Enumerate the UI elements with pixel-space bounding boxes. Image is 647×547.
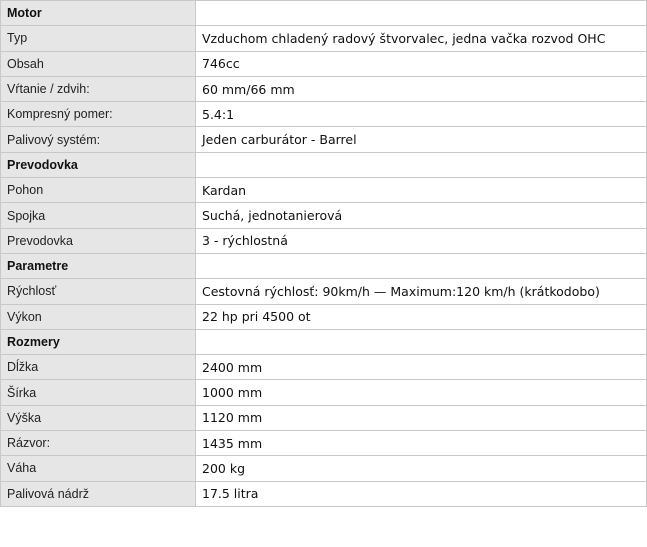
table-row — [1, 405, 647, 430]
row-value: 1120 mm — [196, 405, 647, 430]
table-row — [1, 380, 647, 405]
row-label: Rázvor: — [1, 431, 196, 456]
table-row — [1, 178, 647, 203]
section-empty-cell — [196, 253, 647, 278]
row-label: Šírka — [1, 380, 196, 405]
row-label: Výkon — [1, 304, 196, 329]
row-value: Jeden carburátor - Barrel — [196, 127, 647, 152]
section-title: Parametre — [1, 253, 196, 278]
table-row — [1, 355, 647, 380]
table-row — [1, 481, 647, 506]
row-value: 5.4:1 — [196, 102, 647, 127]
row-label: Palivová nádrž — [1, 481, 196, 506]
table-row — [1, 203, 647, 228]
table-row — [1, 431, 647, 456]
row-value: 200 kg — [196, 456, 647, 481]
row-value: 60 mm/66 mm — [196, 76, 647, 101]
table-row — [1, 102, 647, 127]
row-label: Spojka — [1, 203, 196, 228]
row-value: Suchá, jednotanierová — [196, 203, 647, 228]
table-row — [1, 127, 647, 152]
row-label: Palivový systém: — [1, 127, 196, 152]
section-header-motor — [1, 1, 647, 26]
section-title: Motor — [1, 1, 196, 26]
row-value: Kardan — [196, 178, 647, 203]
table-row — [1, 279, 647, 304]
table-row — [1, 304, 647, 329]
table-row — [1, 228, 647, 253]
table-row — [1, 456, 647, 481]
table-row — [1, 26, 647, 51]
row-label: Váha — [1, 456, 196, 481]
section-header-rozmery — [1, 329, 647, 354]
row-value: 1000 mm — [196, 380, 647, 405]
section-empty-cell — [196, 329, 647, 354]
section-title: Prevodovka — [1, 152, 196, 177]
row-label: Výška — [1, 405, 196, 430]
row-value: 17.5 litra — [196, 481, 647, 506]
row-value: 1435 mm — [196, 431, 647, 456]
row-value: Vzduchom chladený radový štvorvalec, jedna vačka rozvod OHC — [196, 26, 647, 51]
row-label: Prevodovka — [1, 228, 196, 253]
row-label: Rýchlosť — [1, 279, 196, 304]
row-value: 22 hp pri 4500 ot — [196, 304, 647, 329]
section-title: Rozmery — [1, 329, 196, 354]
table-row — [1, 51, 647, 76]
row-value: 746cc — [196, 51, 647, 76]
row-label: Kompresný pomer: — [1, 102, 196, 127]
row-label: Dĺžka — [1, 355, 196, 380]
section-header-prevodovka — [1, 152, 647, 177]
row-value: 3 - rýchlostná — [196, 228, 647, 253]
row-value: Cestovná rýchlosť: 90km/h — Maximum:120 km/h (krátkodobo) — [196, 279, 647, 304]
row-label: Typ — [1, 26, 196, 51]
row-label: Vŕtanie / zdvih: — [1, 76, 196, 101]
table-row — [1, 76, 647, 101]
section-empty-cell — [196, 152, 647, 177]
row-value: 2400 mm — [196, 355, 647, 380]
row-label: Obsah — [1, 51, 196, 76]
section-header-parametre — [1, 253, 647, 278]
section-empty-cell — [196, 1, 647, 26]
row-label: Pohon — [1, 178, 196, 203]
